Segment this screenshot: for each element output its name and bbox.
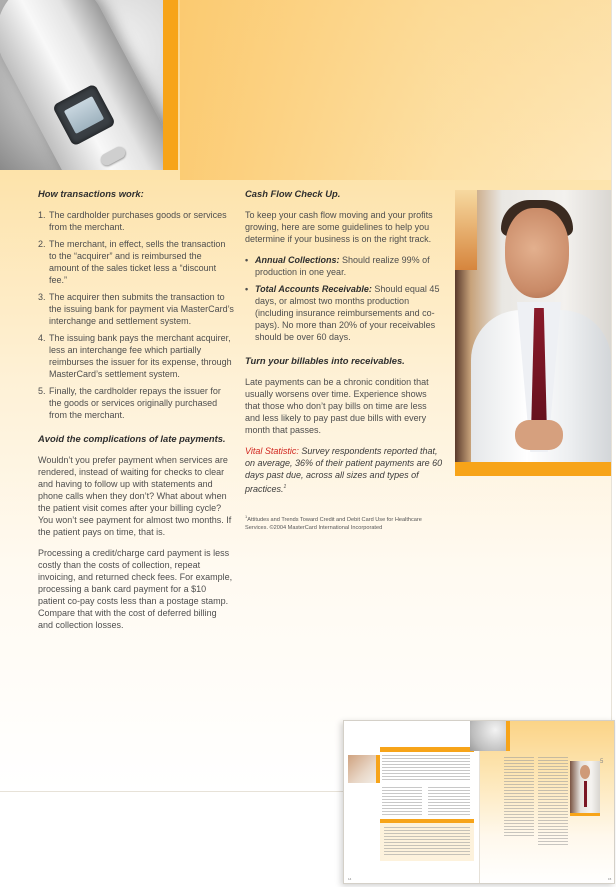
doctor-photo-accent-bar (455, 462, 612, 476)
thumbnail-page-number-right: 15 (608, 877, 612, 881)
list-item (38, 238, 234, 286)
thumbnail-text-block (504, 757, 534, 837)
doctor-hand (515, 420, 563, 450)
list-item (38, 385, 234, 421)
vital-footnote-ref: 1 (283, 484, 287, 490)
footnote-text: Attitudes and Trends Toward Credit and Debit Card Use for Healthcare Services. ©2004 MasterCard International Incorporated (245, 516, 422, 531)
thumbnail-text-block (382, 755, 470, 781)
bullet-label: Total Accounts Receivable: (255, 284, 372, 294)
heading-cash-flow-check-up: Cash Flow Check Up. (245, 188, 341, 199)
doctor-photo-window (455, 190, 477, 270)
vital-statistic-label: Vital Statistic: (245, 446, 299, 456)
thumbnail-text-block (428, 787, 470, 815)
vital-statistic (245, 445, 443, 495)
transaction-steps (38, 209, 234, 421)
list-item (245, 283, 443, 343)
thumbnail-doctor-head (580, 765, 590, 779)
thumbnail-text-block (382, 787, 422, 815)
thumbnail-page-number-left: 14 (348, 877, 352, 881)
doctor-head (505, 208, 569, 298)
step-text: The acquirer then submits the transaction to the issuing bank for payment via MasterCard’s interchange and settlement system. (49, 292, 234, 326)
paragraph-billables: Late payments can be a chronic condition that usually worsens over time. Experience shows that those who don’t pay bills on time are less and less likely to pay past due bills with every month that passes. (245, 377, 429, 435)
step-text: The cardholder purchases goods or services from the merchant. (49, 210, 227, 232)
step-number: 4. (38, 333, 46, 343)
thumbnail-photo (348, 755, 376, 783)
thermometer-body (0, 0, 163, 170)
thumbnail-text-block (384, 827, 470, 857)
list-item (38, 332, 234, 380)
bullet-icon: • (245, 284, 249, 294)
thumbnail-doctor-tie (584, 781, 587, 807)
thumbnail-thermometer-photo (470, 721, 506, 751)
thermometer-photo (0, 0, 163, 170)
footnote-marker: 1 (245, 514, 248, 519)
thumbnail-left-page (344, 721, 480, 884)
step-text: The issuing bank pays the merchant acquirer, less an interchange fee which partially reimburses the issuer for its expense, through MasterCard’s settlement system. (49, 333, 232, 379)
orange-accent-bar (163, 0, 178, 170)
thumbnail-edge-glyph: 5 (600, 759, 604, 765)
paragraph-cash-flow-intro: To keep your cash flow moving and your profits growing, here are some guidelines to help you determine if your business is on the right track. (245, 210, 433, 244)
footnote (245, 513, 443, 532)
bullet-text: Should equal 45 days, or almost two months production (including insurance reimbursements and co-pays). No more than 20% of your receivables should be over 60 days. (255, 284, 440, 342)
step-number: 1. (38, 210, 46, 220)
right-column (245, 188, 443, 532)
cash-flow-guidelines (245, 254, 443, 343)
heading-avoid-late-payments: Avoid the complications of late payments. (38, 433, 226, 444)
heading-how-transactions-work: How transactions work: (38, 188, 144, 199)
step-number: 2. (38, 239, 46, 249)
vital-statistic-text: Survey respondents reported that, on average, 36% of their patient payments are 60 days past due, across all sizes and types of practices. (245, 446, 443, 494)
list-item (245, 254, 443, 278)
list-item (38, 209, 234, 233)
step-text: The merchant, in effect, sells the transaction to the “acquirer” and is reimbursed the amount of the sales ticket less a “discount fee.” (49, 239, 226, 285)
bullet-label: Annual Collections: (255, 255, 340, 265)
left-column (38, 188, 234, 640)
paragraph-late-payments: Wouldn’t you prefer payment when services are rendered, instead of waiting for checks to clear and having to follow up with statements and phone calls when they don’t? What about when the patient visit comes after your billing cycle? You won’t see payment for almost two months. If the patient pays on time, that is. (38, 455, 232, 537)
thumbnail-accent-bar (506, 721, 510, 751)
bullet-icon: • (245, 255, 249, 265)
thumbnail-doctor-accent-bar (570, 813, 600, 816)
spread-thumbnail (343, 720, 615, 884)
background-gradient (180, 0, 612, 180)
bullet-text: Should realize 99% of production in one year. (255, 255, 430, 277)
thumbnail-header-bar (380, 747, 474, 752)
thermometer-digits (64, 96, 104, 134)
paragraph-processing-cost: Processing a credit/charge card payment is less costly than the costs of collection, repeat invoicing, and returned check fees. For example, processing a bank card payment for a $10 patient co-pay costs less than a postage stamp. Compare that with the cost of deferred billing and collection losses. (38, 548, 233, 630)
doctor-photo (455, 190, 612, 462)
thumbnail-text-block (538, 757, 568, 847)
step-text: Finally, the cardholder repays the issuer for the goods or services originally purchased from the merchant. (49, 386, 221, 420)
list-item (38, 291, 234, 327)
step-number: 5. (38, 386, 46, 396)
heading-turn-billables: Turn your billables into receivables. (245, 355, 405, 366)
thumbnail-accent-bar (376, 755, 380, 783)
step-number: 3. (38, 292, 46, 302)
